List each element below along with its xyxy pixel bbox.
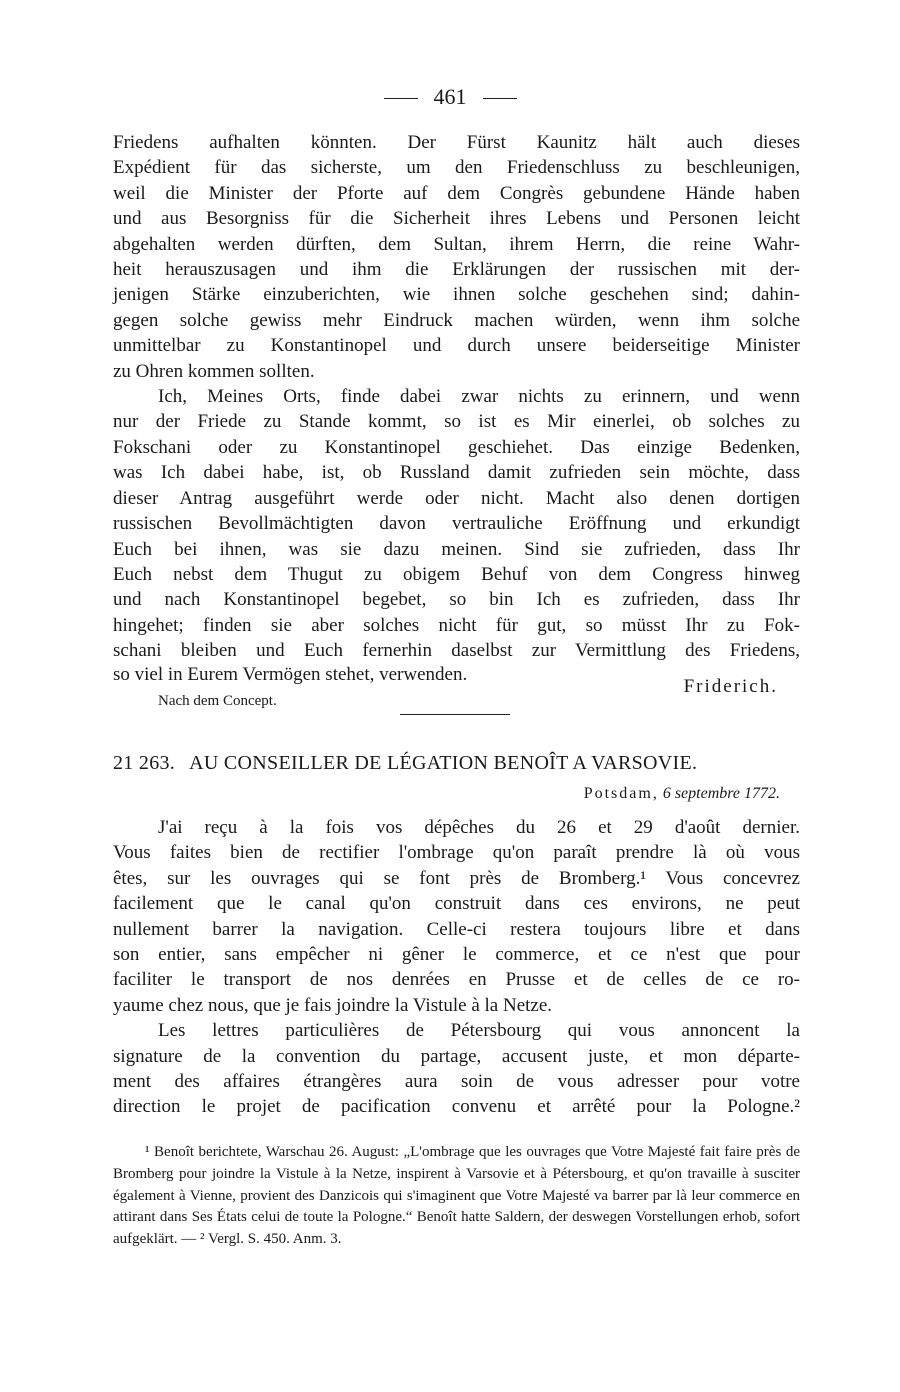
text-line: heit herauszusagen und ihm die Erklärungen der russischen mit der- xyxy=(113,259,800,281)
text-line: nur der Friede zu Stande kommt, so ist es Mir einerlei, ob solches zu xyxy=(113,411,800,433)
text-line: jenigen Stärke einzuberichten, wie ihnen solche geschehen sind; dahin- xyxy=(113,284,800,306)
section-divider xyxy=(400,714,510,715)
text-line: schani bleiben und Euch fernerhin daselbst zur Vermittlung des Friedens, xyxy=(113,640,800,662)
french-letter-text xyxy=(113,815,800,1120)
text-line: so viel in Eurem Vermögen stehet, verwenden. xyxy=(113,664,468,685)
running-head xyxy=(0,84,900,110)
text-line: gegen solche gewiss mehr Eindruck machen würden, wenn ihm solche xyxy=(113,309,800,331)
text-line: Euch nebst dem Thugut zu obigem Behuf von dem Congress hinweg xyxy=(113,563,800,585)
german-letter-text xyxy=(113,130,800,664)
footnotes xyxy=(113,1142,800,1251)
source-note: Nach dem Concept. xyxy=(158,693,277,709)
dateline-place: Potsdam, xyxy=(583,785,659,802)
signoff-row xyxy=(113,664,800,697)
signature: Friderich. xyxy=(683,676,778,697)
text-line: hingehet; finden sie aber solches nicht für gut, so müsst Ihr zu Fok- xyxy=(113,614,800,636)
text-line: êtes, sur les ouvrages qui se font près de Bromberg.¹ Vous concevrez xyxy=(113,867,800,889)
text-line: facilement que le canal qu'on construit dans ces environs, ne peut xyxy=(113,893,800,915)
text-line: Fokschani oder zu Konstantinopel geschiehet. Das einzige Bedenken, xyxy=(113,436,800,458)
paragraph xyxy=(113,384,800,663)
dateline-date: 6 septembre 1772. xyxy=(662,785,780,802)
letter-number: 21 263. xyxy=(113,752,176,774)
text-line: direction le projet de pacification convenu et arrêté pour la Pologne.² xyxy=(113,1096,800,1118)
text-line: yaume chez nous, que je fais joindre la Vistule à la Netze. xyxy=(113,994,553,1016)
text-line: nullement barrer la navigation. Celle-ci restera toujours libre et dans xyxy=(113,918,800,940)
paragraph xyxy=(113,815,800,1018)
letter-title: AU CONSEILLER DE LÉGATION BENOÎT A VARSOVIE. xyxy=(189,752,698,774)
paragraph xyxy=(113,1018,800,1120)
text-line: J'ai reçu à la fois vos dépêches du 26 et 29 d'août dernier. xyxy=(158,817,800,838)
text-line: Ich, Meines Orts, finde dabei zwar nichts zu erinnern, und wenn xyxy=(158,386,800,408)
text-line: weil die Minister der Pforte auf dem Congrès gebundene Hände haben xyxy=(113,182,800,204)
text-line: was Ich dabei habe, ist, ob Russland damit zufrieden sein möchte, dass xyxy=(113,462,800,484)
text-line: zu Ohren kommen sollten. xyxy=(113,360,315,382)
head-rule-left xyxy=(384,98,418,99)
text-line: und aus Besorgniss für die Sicherheit ihres Lebens und Personen leicht xyxy=(113,208,800,230)
text-line: unmittelbar zu Konstantinopel und durch unsere beiderseitige Minister xyxy=(113,335,800,357)
text-line: faciliter le transport de nos denrées en Prusse et de celles de ce ro- xyxy=(113,969,800,991)
text-line: russischen Bevollmächtigten davon vertrauliche Eröffnung und erkundigt xyxy=(113,513,800,535)
text-line: Les lettres particulières de Pétersbourg qui vous annoncent la xyxy=(158,1020,800,1042)
dateline xyxy=(584,785,780,803)
text-line: Expédient für das sicherste, um den Friedenschluss zu beschleunigen, xyxy=(113,157,800,179)
text-line: Friedens aufhalten könnten. Der Fürst Kaunitz hält auch dieses xyxy=(113,132,800,153)
text-line: dieser Antrag ausgeführt werde oder nicht. Macht also denen dortigen xyxy=(113,487,800,509)
text-line: Euch bei ihnen, was sie dazu meinen. Sind sie zufrieden, dass Ihr xyxy=(113,538,800,560)
head-rule-right xyxy=(483,98,517,99)
text-line: Vous faites bien de rectifier l'ombrage qu'on paraît prendre là où vous xyxy=(113,842,800,864)
paragraph xyxy=(113,130,800,384)
footnote: ¹ Benoît berichtete, Warschau 26. August: „L'ombrage que les ouvrages que Votre Majesté fait faire près de Bromberg pour joindre la Vistule à la Netze, inspirent à Varsovie et à Pétersbourg, et qu'on travaille à susciter également à Vienne, provient des Danzicois qui s'imaginent que Votre Majesté va barrer par là leur commerce en attirant dans Ses États celui de toute la Pologne.“ Benoît hatte Saldern, der deswegen Vorstellungen erhob, sofort aufgeklärt. — ² Vergl. S. 450. Anm. 3. xyxy=(113,1144,800,1248)
text-line: signature de la convention du partage, accusent juste, et mon départe- xyxy=(113,1045,800,1067)
letter-heading xyxy=(113,752,800,775)
text-line: und nach Konstantinopel begebet, so bin Ich es zufrieden, dass Ihr xyxy=(113,589,800,611)
page-number: 461 xyxy=(433,84,467,109)
text-line: abgehalten werden dürften, dem Sultan, ihrem Herrn, die reine Wahr- xyxy=(113,233,800,255)
text-line: ment des affaires étrangères aura soin de vous adresser pour votre xyxy=(113,1071,800,1093)
text-line: son entier, sans empêcher ni gêner le commerce, et ce n'est que pour xyxy=(113,944,800,966)
